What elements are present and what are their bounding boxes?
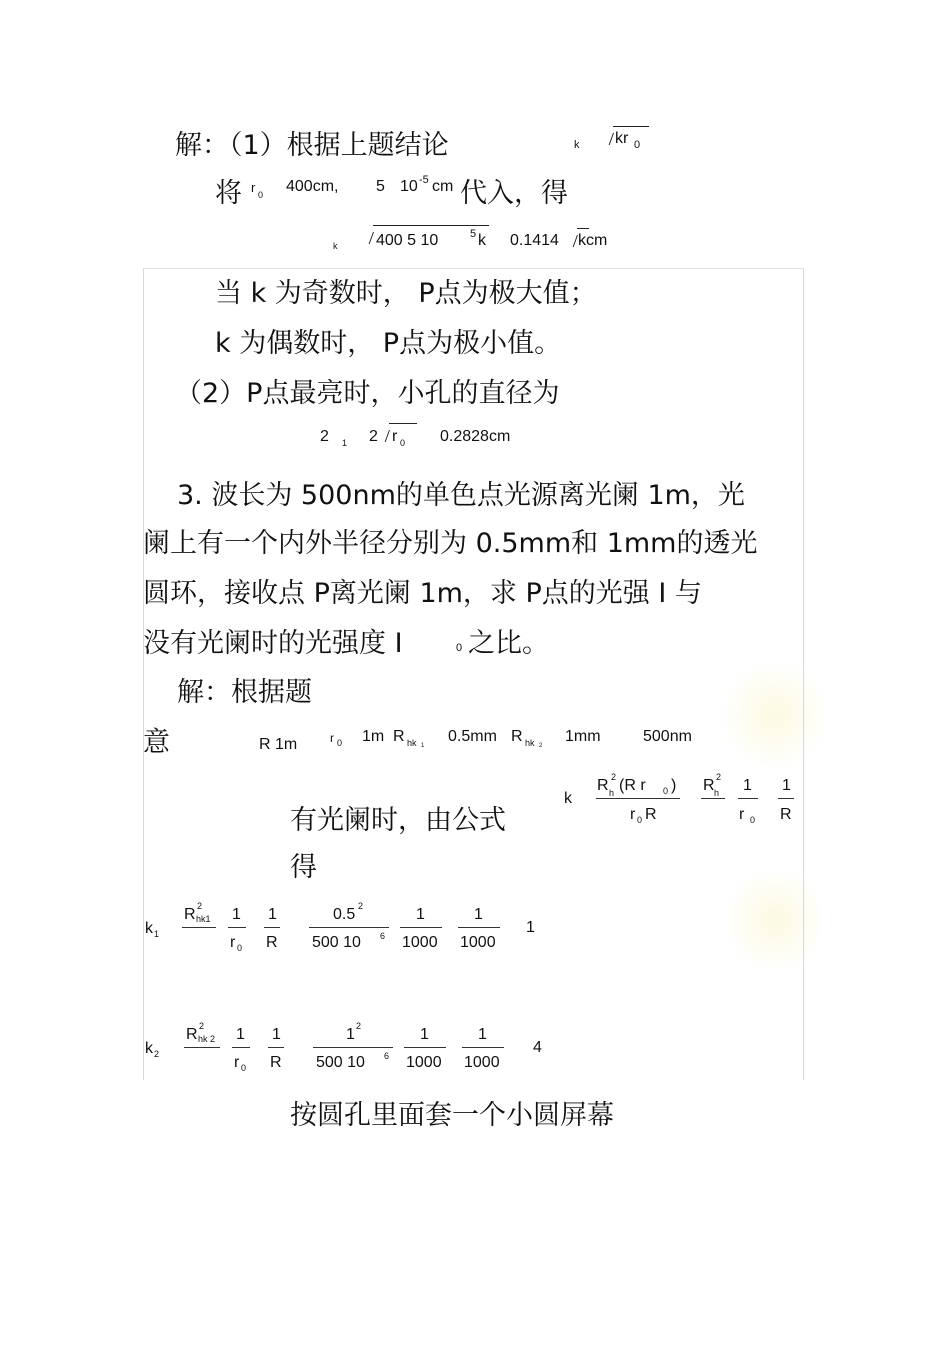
- fraction-bar: [313, 1047, 393, 1048]
- k1-num-sup: 2: [197, 901, 203, 911]
- formula-den-r0-sub: 0: [750, 815, 756, 825]
- rho-result-unit: kcm: [578, 232, 608, 249]
- k2-symbol: k: [145, 1040, 153, 1057]
- fraction-bar: [268, 1047, 284, 1048]
- formula-num-sub: h: [609, 788, 615, 798]
- rho1-subscript: 1: [342, 438, 348, 448]
- fraction-bar: [738, 798, 758, 799]
- k2-R: R: [270, 1054, 282, 1071]
- fraction-bar: [701, 798, 725, 799]
- given-Rhk1-value: 0.5mm: [448, 728, 497, 745]
- problem3-line3: 圆环，接收点 P离光阑 1m，求 P点的光强 I 与: [143, 578, 702, 609]
- formula-num-R: R: [597, 777, 609, 794]
- lambda-coeff: 5: [376, 178, 385, 195]
- k2-num-val-sup: 2: [356, 1021, 362, 1031]
- k1-1000-a: 1000: [402, 934, 438, 951]
- k2-one-c: 1: [420, 1026, 429, 1043]
- solution3-heading: 解：根据题: [177, 677, 312, 708]
- given-Rhk2-sub: hk: [525, 738, 535, 748]
- formula-num-close: ): [671, 777, 677, 794]
- lambda-base: 10: [400, 178, 418, 195]
- odd-statement: 当 k 为奇数时， P点为极大值；: [215, 278, 597, 309]
- k2-num-sub: hk 2: [198, 1034, 216, 1044]
- k1-subscript: 1: [154, 929, 160, 939]
- k1-R: R: [266, 934, 278, 951]
- k1-num-val: 0.5: [333, 906, 356, 923]
- k1-num-R: R: [184, 906, 196, 923]
- formula-one-a: 1: [743, 777, 752, 794]
- fraction-bar: [400, 927, 442, 928]
- footer-caption: 按圆孔里面套一个小圆屏幕: [290, 1100, 614, 1131]
- k1-result: 1: [526, 919, 535, 936]
- diameter-r-subscript: 0: [400, 438, 406, 448]
- rho-result: 0.1414: [510, 232, 559, 249]
- given-Rhk2: R: [511, 728, 523, 745]
- k1-num-val-sup: 2: [358, 901, 364, 911]
- given-r0-value: 1m: [362, 728, 385, 745]
- lambda-exponent: -5: [419, 174, 429, 186]
- substitute-lead: 将: [215, 178, 242, 209]
- k1-one-b: 1: [268, 906, 277, 923]
- substitute-tail: 代入，得: [460, 178, 568, 209]
- radicand: 400 5 10: [376, 232, 439, 249]
- formula-den-r-sub: 0: [637, 815, 643, 825]
- fraction-bar: [778, 798, 794, 799]
- formula2-num-sub: h: [714, 788, 720, 798]
- formula-den-r0: r: [739, 806, 745, 823]
- r0-subscript: 0: [634, 139, 641, 151]
- problem3-line2: 阑上有一个内外半径分别为 0.5mm和 1mm的透光: [143, 528, 758, 559]
- k2-den-val-sup: 6: [384, 1051, 390, 1061]
- k-subscript: k: [574, 139, 580, 151]
- k1-symbol: k: [145, 920, 153, 937]
- formula-intro: 有光阑时，由公式: [290, 805, 506, 836]
- even-statement: k 为偶数时， P点为极小值。: [215, 328, 562, 359]
- formula-num-sup: 2: [611, 772, 617, 782]
- k2-num-R: R: [186, 1026, 198, 1043]
- fraction-bar: [264, 927, 280, 928]
- r0-value: 400cm,: [286, 178, 339, 195]
- formula-num-rest-sub: 0: [663, 786, 669, 796]
- k1-den-val: 500 10: [312, 934, 361, 951]
- fraction-bar: [596, 798, 680, 799]
- k2-1000-a: 1000: [406, 1054, 442, 1071]
- fraction-bar: [184, 1047, 220, 1048]
- k1-one-c: 1: [416, 906, 425, 923]
- part2-statement: （2）P点最亮时，小孔的直径为: [175, 378, 560, 409]
- k1-num-sub: hk1: [196, 914, 211, 924]
- radicand-k: k: [478, 232, 486, 249]
- k2-1000-b: 1000: [464, 1054, 500, 1071]
- k1-den-val-sup: 6: [380, 931, 386, 941]
- diameter-result: 0.2828cm: [440, 428, 511, 445]
- exponent-5: 5: [470, 228, 477, 240]
- given-Rhk1-sub: hk: [407, 738, 417, 748]
- given-r0-sub: 0: [337, 738, 343, 748]
- r-subscript: 0: [258, 190, 264, 200]
- formula-k: k: [564, 790, 572, 807]
- k2-r0-sub: 0: [241, 1063, 247, 1073]
- diameter-two-b: 2: [369, 428, 378, 445]
- formula-den-r: r: [630, 806, 636, 823]
- k2-result: 4: [533, 1039, 542, 1056]
- given-r0: r: [330, 731, 334, 745]
- formula-num-rest: (R r: [619, 777, 646, 794]
- problem3-line1: 3. 波长为 500nm的单色点光源离光阑 1m，光: [177, 480, 745, 511]
- fraction-bar: [232, 1047, 250, 1048]
- problem3-line4: 没有光阑时的光强度 I: [143, 628, 403, 659]
- k2-r0: r: [234, 1054, 240, 1071]
- solution3-yi: 意: [143, 727, 170, 758]
- k2-num-sup: 2: [199, 1021, 205, 1031]
- diameter-r: r: [392, 428, 398, 445]
- k2-num-val: 1: [346, 1026, 355, 1043]
- fraction-bar: [404, 1047, 446, 1048]
- k1-one-d: 1: [474, 906, 483, 923]
- given-Rhk1: R: [393, 728, 405, 745]
- problem3-I0-subscript: 0: [456, 642, 463, 654]
- rho-k-subscript: k: [333, 241, 338, 251]
- fraction-bar: [462, 1047, 504, 1048]
- formula-den-R: R: [645, 806, 657, 823]
- fraction-bar: [458, 927, 500, 928]
- given-Rhk1-sub2: 1: [421, 743, 425, 749]
- fraction-bar: [309, 927, 389, 928]
- formula-den-R2: R: [780, 806, 792, 823]
- k2-subscript: 2: [154, 1049, 160, 1059]
- given-R: R 1m: [259, 736, 298, 753]
- given-Rhk2-value: 1mm: [565, 728, 601, 745]
- given-Rhk2-sub2: 2: [539, 743, 543, 749]
- k1-r0-sub: 0: [237, 943, 243, 953]
- given-lambda: 500nm: [643, 728, 692, 745]
- fraction-bar: [182, 927, 216, 928]
- diameter-two: 2: [320, 428, 329, 445]
- k1-1000-b: 1000: [460, 934, 496, 951]
- k1-r0: r: [230, 934, 236, 951]
- formula2-num-sup: 2: [716, 772, 722, 782]
- k2-den-val: 500 10: [316, 1054, 365, 1071]
- formula-one-b: 1: [782, 777, 791, 794]
- k2-one-d: 1: [478, 1026, 487, 1043]
- k2-one-a: 1: [236, 1026, 245, 1043]
- formula2-num-R: R: [703, 777, 715, 794]
- k2-one-b: 1: [272, 1026, 281, 1043]
- k1-one-a: 1: [232, 906, 241, 923]
- problem3-line4-end: 之比。: [468, 628, 549, 659]
- fraction-bar: [228, 927, 246, 928]
- solution-heading: 解：（1）根据上题结论: [175, 130, 449, 161]
- r-symbol: r: [251, 180, 256, 195]
- sqrt-content: kr: [615, 130, 629, 147]
- lambda-unit: cm: [432, 178, 454, 195]
- formula-intro-de: 得: [290, 852, 317, 883]
